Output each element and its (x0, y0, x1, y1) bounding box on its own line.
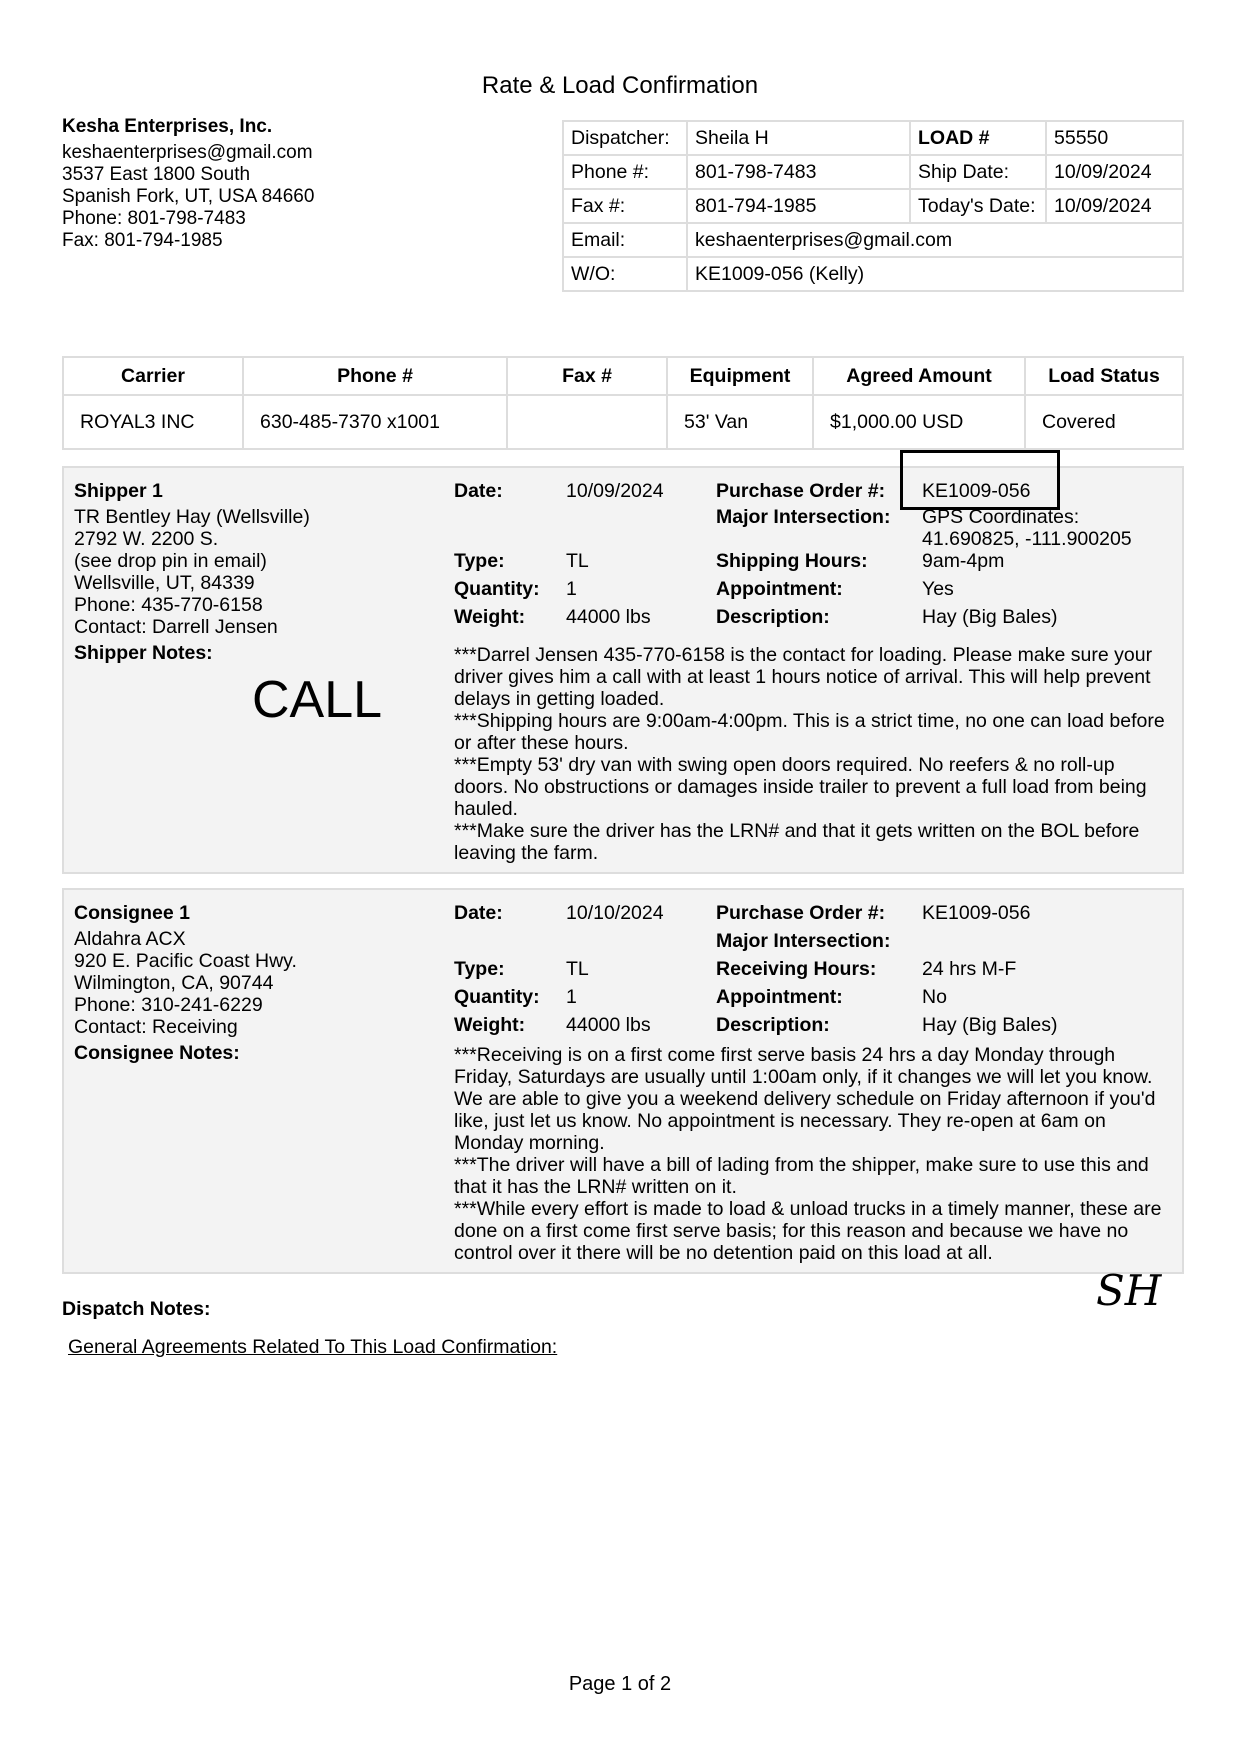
shipper-note: ***Make sure the driver has the LRN# and that it gets written on the BOL before leaving the farm. (454, 820, 1140, 864)
shipper-weight: 44000 lbs (566, 606, 651, 628)
carrier-fax-column-header: Fax # (507, 357, 667, 395)
consignee-po: KE1009-056 (922, 902, 1031, 924)
receiving-hours: 24 hrs M-F (922, 958, 1017, 980)
work-order-label: W/O: (563, 257, 687, 291)
receiving-hours-label: Receiving Hours: (716, 958, 877, 980)
document-title: Rate & Load Confirmation (481, 72, 759, 99)
agreed-amount-column-header: Agreed Amount (813, 357, 1025, 395)
consignee-note: ***The driver will have a bill of lading from the shipper, make sure to use this and that it has the LRN# written on it. (454, 1154, 1149, 1198)
equipment-column-header: Equipment (667, 357, 813, 395)
carrier-name: ROYAL3 INC (63, 395, 243, 449)
consignee-date-label: Date: (454, 902, 503, 924)
shipper-gps-label: GPS Coordinates: (922, 506, 1080, 528)
load-status-column-header: Load Status (1025, 357, 1183, 395)
company-phone: Phone: 801-798-7483 (62, 208, 246, 229)
shipper-note: ***Shipping hours are 9:00am-4:00pm. This is a strict time, no one can load before or after these hours. (454, 710, 1165, 754)
shipper-quantity: 1 (566, 578, 577, 600)
carrier-equipment: 53' Van (667, 395, 813, 449)
consignee-note: ***While every effort is made to load & unload trucks in a timely manner, these are done on a first come first serve basis; for this reason and because we have no control over it there will be no detention paid on this load at all. (454, 1198, 1162, 1264)
load-number-label: LOAD # (910, 121, 1046, 155)
shipper-weight-label: Weight: (454, 606, 526, 628)
shipper-type: TL (566, 550, 589, 572)
consignee-name: Aldahra ACX (74, 928, 186, 950)
consignee-heading: Consignee 1 (74, 902, 190, 924)
carrier-load-status: Covered (1025, 395, 1183, 449)
general-agreements-link[interactable]: General Agreements Related To This Load Confirmation: (68, 1336, 558, 1358)
dispatcher-label: Dispatcher: (563, 121, 687, 155)
shipper-phone: Phone: 435-770-6158 (74, 594, 263, 616)
call-annotation: CALL (252, 671, 383, 729)
shipper-heading: Shipper 1 (74, 480, 163, 502)
consignee-description: Hay (Big Bales) (922, 1014, 1058, 1036)
phone-value: 801-798-7483 (687, 155, 910, 189)
consignee-weight-label: Weight: (454, 1014, 526, 1036)
page-number: Page 1 of 2 (568, 1673, 672, 1695)
todays-date-label: Today's Date: (910, 189, 1046, 223)
carrier-header-row (63, 357, 1183, 395)
consignee-note: ***Receiving is on a first come first serve basis 24 hrs a day Monday through Friday, Saturdays are usually until 1:00am only, if it changes we will let you know. We are able to give you a weekend delivery schedule on Friday afternoon if you'd like, just let us know. No appointment is necessary. They re-open at 6am on Monday morning. (454, 1044, 1156, 1154)
company-fax: Fax: 801-794-1985 (62, 230, 223, 251)
shipper-name: TR Bentley Hay (Wellsville) (74, 506, 310, 528)
shipper-note: ***Darrel Jensen 435-770-6158 is the contact for loading. Please make sure your driver gives him a call with at least 1 hours notice of arrival. This will help prevent delays in getting loaded. (454, 644, 1153, 710)
company-address-line2: Spanish Fork, UT, USA 84660 (62, 186, 315, 207)
shipper-appointment-label: Appointment: (716, 578, 843, 600)
consignee-description-label: Description: (716, 1014, 830, 1036)
carrier-table (62, 356, 1184, 450)
shipper-date-label: Date: (454, 480, 503, 502)
ship-date-label: Ship Date: (910, 155, 1046, 189)
signature-initials: SH (1096, 1266, 1162, 1315)
shipper-notes-label: Shipper Notes: (74, 642, 213, 664)
po-highlight-box (900, 450, 1060, 510)
phone-label: Phone #: (563, 155, 687, 189)
carrier-fax (507, 395, 667, 449)
consignee-quantity-label: Quantity: (454, 986, 540, 1008)
consignee-appointment: No (922, 986, 947, 1008)
shipper-date: 10/09/2024 (566, 480, 664, 502)
consignee-date: 10/10/2024 (566, 902, 664, 924)
shipper-notes (454, 644, 1174, 864)
shipping-hours: 9am-4pm (922, 550, 1005, 572)
shipper-gps-coordinates: 41.690825, -111.900205 (922, 528, 1132, 550)
consignee-contact: Contact: Receiving (74, 1016, 238, 1038)
shipper-contact: Contact: Darrell Jensen (74, 616, 278, 638)
consignee-notes (454, 1044, 1174, 1264)
company-address-line1: 3537 East 1800 South (62, 164, 251, 185)
dispatch-notes-label: Dispatch Notes: (62, 1298, 211, 1320)
shipper-major-intersection-label: Major Intersection: (716, 506, 891, 528)
shipping-hours-label: Shipping Hours: (716, 550, 868, 572)
consignee-section (62, 888, 1184, 1274)
carrier-row (63, 395, 1183, 449)
shipper-po: KE1009-056 (922, 480, 1031, 502)
email-label: Email: (563, 223, 687, 257)
shipper-type-label: Type: (454, 550, 505, 572)
todays-date-value: 10/09/2024 (1046, 189, 1183, 223)
shipper-description: Hay (Big Bales) (922, 606, 1058, 628)
consignee-phone: Phone: 310-241-6229 (74, 994, 263, 1016)
shipper-quantity-label: Quantity: (454, 578, 540, 600)
consignee-city: Wilmington, CA, 90744 (74, 972, 274, 994)
ship-date-value: 10/09/2024 (1046, 155, 1183, 189)
fax-label: Fax #: (563, 189, 687, 223)
shipper-po-label: Purchase Order #: (716, 480, 886, 502)
consignee-type-label: Type: (454, 958, 505, 980)
shipper-address-line1: 2792 W. 2200 S. (74, 528, 219, 550)
load-number-value: 55550 (1046, 121, 1183, 155)
shipper-city: Wellsville, UT, 84339 (74, 572, 255, 594)
consignee-major-intersection-label: Major Intersection: (716, 930, 891, 952)
work-order-value: KE1009-056 (Kelly) (687, 257, 1183, 291)
company-name: Kesha Enterprises, Inc. (62, 116, 273, 137)
shipper-appointment: Yes (922, 578, 954, 600)
carrier-phone-column-header: Phone # (243, 357, 507, 395)
dispatch-header-table (562, 120, 1184, 292)
consignee-type: TL (566, 958, 589, 980)
carrier-phone: 630-485-7370 x1001 (243, 395, 507, 449)
consignee-address-line1: 920 E. Pacific Coast Hwy. (74, 950, 297, 972)
shipper-section (62, 466, 1184, 874)
company-email: keshaenterprises@gmail.com (62, 142, 313, 163)
carrier-agreed-amount: $1,000.00 USD (813, 395, 1025, 449)
shipper-address-line2: (see drop pin in email) (74, 550, 267, 572)
consignee-quantity: 1 (566, 986, 577, 1008)
shipper-note: ***Empty 53' dry van with swing open doors required. No reefers & no roll-up doors. No obstructions or damages inside trailer to prevent a full load from being hauled. (454, 754, 1147, 820)
carrier-column-header: Carrier (63, 357, 243, 395)
consignee-weight: 44000 lbs (566, 1014, 651, 1036)
consignee-appointment-label: Appointment: (716, 986, 843, 1008)
shipper-description-label: Description: (716, 606, 830, 628)
email-value[interactable]: keshaenterprises@gmail.com (687, 223, 1183, 257)
company-info (62, 116, 314, 252)
consignee-notes-label: Consignee Notes: (74, 1042, 240, 1064)
fax-value: 801-794-1985 (687, 189, 910, 223)
consignee-po-label: Purchase Order #: (716, 902, 886, 924)
dispatcher-value: Sheila H (687, 121, 910, 155)
